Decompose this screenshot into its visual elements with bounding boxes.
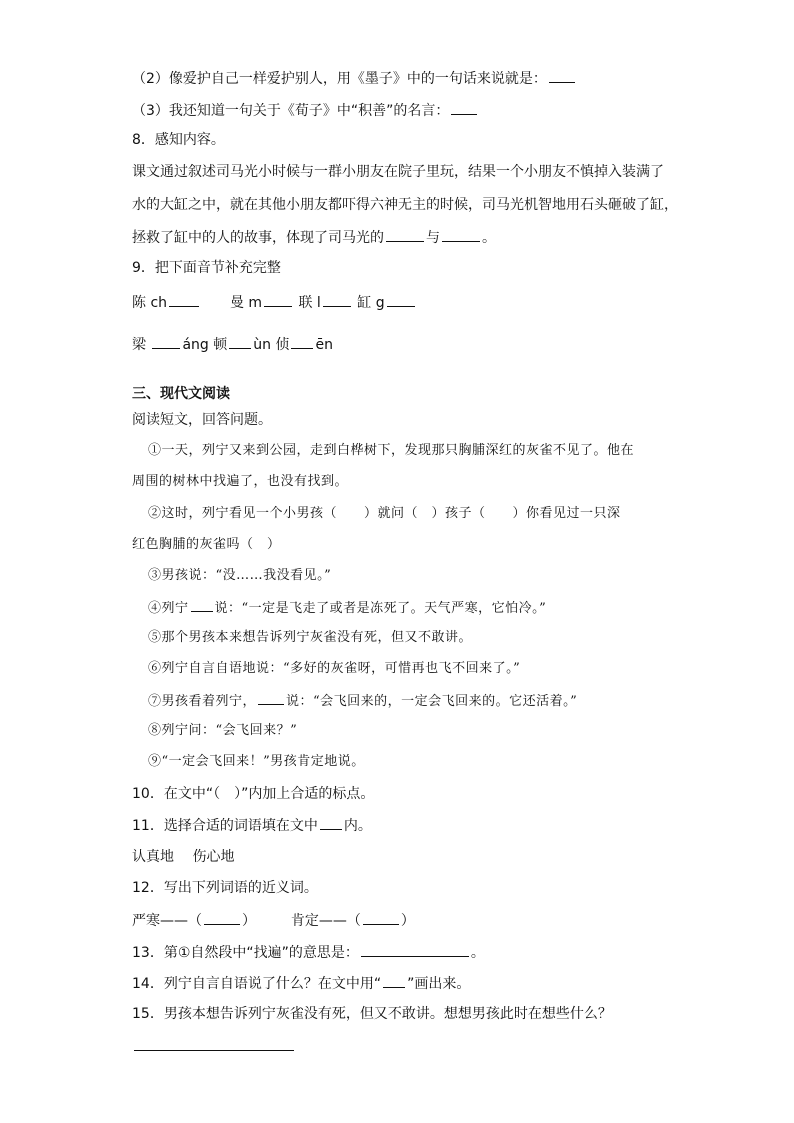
question-14: 14．列宁自言自语说了什么？在文中用“ ”画出来。 [132, 973, 470, 994]
answer-blank[interactable] [229, 334, 251, 349]
section-title: 三、现代文阅读 [132, 386, 230, 402]
passage-paragraph: ①一天，列宁又来到公园，走到白桦树下，发现那只胸脯深红的灰雀不见了。他在 [148, 443, 635, 458]
answer-blank[interactable] [258, 690, 284, 705]
passage-paragraph: ⑧列宁问：“会飞回来？” [148, 723, 298, 738]
question-12-answers: 严寒——（ ） 肯定——（ ） [132, 910, 415, 931]
question-11: 11．选择合适的词语填在文中 内。 [132, 815, 372, 836]
passage-paragraph: 周围的树林中找遍了，也没有找到。 [132, 474, 349, 489]
answer-blank[interactable] [291, 334, 313, 349]
answer-blank[interactable] [191, 597, 213, 612]
q9-title: 9．把下面音节补充完整 [132, 260, 281, 276]
question-13: 13．第①自然段中“找遍”的意思是： 。 [132, 942, 485, 963]
answer-blank[interactable] [386, 227, 424, 242]
answer-blank[interactable] [152, 334, 180, 349]
section-intro: 阅读短文，回答问题。 [132, 412, 272, 428]
passage-paragraph: ⑨“一定会飞回来！”男孩肯定地说。 [148, 754, 365, 769]
answer-blank[interactable] [549, 68, 575, 83]
passage-paragraph: ⑥列宁自言自语地说：“多好的灰雀呀，可惜再也飞不回来了。” [148, 661, 521, 676]
answer-blank[interactable] [320, 815, 342, 830]
answer-blank[interactable] [264, 292, 292, 307]
q8-line: 水的大缸之中，就在其他小朋友都吓得六神无主的时候，司马光机智地用石头砸破了缸， [132, 197, 678, 213]
answer-blank[interactable] [363, 910, 399, 925]
passage-paragraph: ③男孩说：“没……我没看见。” [148, 568, 332, 583]
passage-paragraph: ②这时，列宁看见一个小男孩（ ）就问（ ）孩子（ ）你看见过一只深 [148, 506, 621, 521]
answer-blank[interactable] [204, 910, 240, 925]
passage-paragraph: ⑤那个男孩本来想告诉列宁灰雀没有死，但又不敢讲。 [148, 630, 473, 645]
answer-blank[interactable] [387, 292, 415, 307]
q8-title: 8．感知内容。 [132, 132, 225, 148]
passage-paragraph: ⑦男孩看着列宁， 说：“会飞回来的，一定会飞回来的。它还活着。” [148, 690, 577, 712]
q9-row1: 陈 ch 曼 m 联 l 缸 g [132, 292, 417, 313]
question-12: 12．写出下列词语的近义词。 [132, 880, 318, 896]
word-choices: 认真地 伤心地 [132, 849, 235, 865]
answer-line[interactable] [134, 1050, 294, 1051]
answer-blank[interactable] [361, 942, 469, 957]
q8-line: 拯救了缸中的人的故事，体现了司马光的 与 。 [132, 227, 496, 248]
passage-paragraph: 红色胸脯的灰雀吗（ ） [132, 537, 281, 552]
q9-row2: 梁 áng 顿 ùn 侦 ēn [132, 334, 333, 355]
answer-blank[interactable] [451, 100, 477, 115]
answer-blank[interactable] [169, 292, 199, 307]
question-15: 15．男孩本想告诉列宁灰雀没有死，但又不敢讲。想想男孩此时在想些什么？ [132, 1006, 612, 1022]
question-10: 10．在文中“（ ）”内加上合适的标点。 [132, 786, 375, 802]
answer-blank [383, 973, 405, 988]
q7-item3: （3）我还知道一句关于《荀子》中“积善”的名言： [132, 100, 479, 121]
passage-paragraph: ④列宁 说：“一定是飞走了或者是冻死了。天气严寒，它怕冷。” [148, 597, 546, 619]
q7-item2: （2）像爱护自己一样爱护别人，用《墨子》中的一句话来说就是： [132, 68, 577, 89]
answer-blank[interactable] [442, 227, 480, 242]
answer-blank[interactable] [323, 292, 351, 307]
q8-line: 课文通过叙述司马光小时候与一群小朋友在院子里玩，结果一个小朋友不慎掉入装满了 [132, 164, 664, 180]
